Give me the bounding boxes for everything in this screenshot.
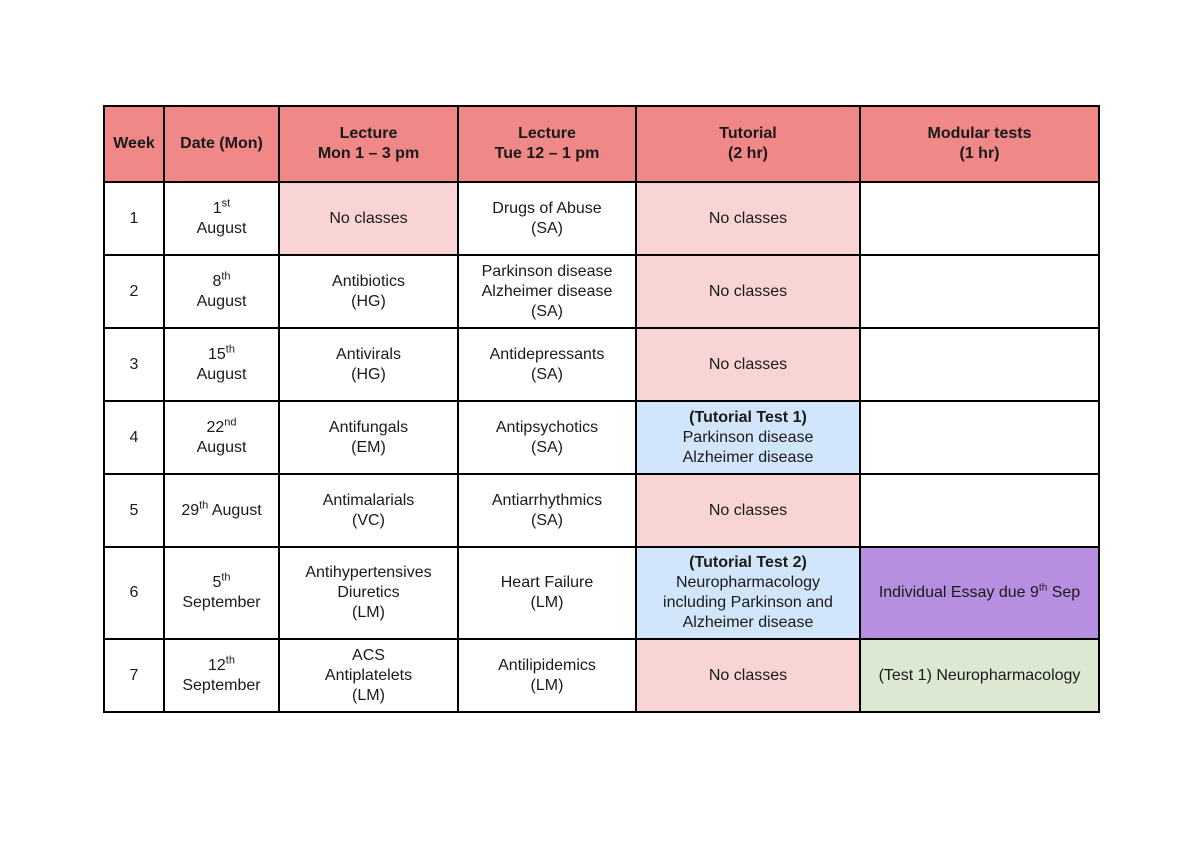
week-cell: 1 (104, 182, 164, 255)
date-suffix: th (221, 571, 231, 584)
mon-lecture-cell (279, 474, 458, 547)
week-cell: 7 (104, 639, 164, 712)
tutorial-test-title: (Tutorial Test 2) (689, 554, 807, 571)
date-cell (164, 639, 279, 712)
date-month: September (182, 594, 261, 611)
table-row (104, 474, 1099, 547)
tue-lecture-lecturer: (LM) (530, 594, 564, 611)
tutorial-cell: No classes (636, 639, 860, 712)
date-cell (164, 401, 279, 474)
essay-due-suffix: th (1038, 582, 1048, 594)
date-suffix: th (221, 270, 231, 283)
week-cell: 2 (104, 255, 164, 328)
tutorial-cell: No classes (636, 474, 860, 547)
tue-lecture-lecturer: (SA) (531, 219, 563, 237)
mon-lecture-cell (279, 639, 458, 712)
tutorial-topic-3: Alzheimer disease (682, 614, 814, 631)
table-row (104, 639, 1099, 712)
tutorial-topic-2: including Parkinson and (663, 594, 833, 611)
modular-cell (860, 328, 1099, 401)
header-tutorial-duration: (2 hr) (728, 145, 768, 162)
date-number: 5 (212, 574, 222, 591)
header-modular (860, 106, 1099, 182)
tue-lecture-lecturer: (SA) (531, 438, 563, 456)
tue-lecture-topic: Drugs of Abuse (492, 199, 602, 217)
tue-lecture-lecturer: (LM) (530, 676, 564, 694)
header-lecture-tue-title: Lecture (518, 125, 576, 142)
mon-lecture-cell (279, 401, 458, 474)
date-cell (164, 474, 279, 547)
modular-cell (860, 401, 1099, 474)
mon-lecture-topic: Antihypertensives (305, 564, 432, 581)
header-modular-title: Modular tests (927, 125, 1032, 142)
tue-lecture-cell (458, 182, 636, 255)
date-number: 22 (206, 418, 225, 436)
date-cell (164, 182, 279, 255)
mon-lecture-topic: Antimalarials (322, 491, 415, 509)
date-month: August (211, 501, 262, 519)
tutorial-topic-2: Alzheimer disease (682, 448, 814, 466)
mon-lecture-lecturer: (LM) (352, 604, 385, 621)
date-suffix: st (221, 197, 231, 210)
mon-lecture-topic: Antibiotics (332, 272, 405, 290)
tutorial-cell (636, 401, 860, 474)
tue-lecture-cell (458, 328, 636, 401)
mon-lecture-lecturer: (HG) (351, 292, 386, 310)
tue-lecture-lecturer: (SA) (531, 511, 563, 529)
date-number: 15 (208, 345, 226, 363)
tutorial-cell (636, 547, 860, 639)
date-month: August (196, 292, 247, 310)
tutorial-cell: No classes (636, 255, 860, 328)
table-row (104, 401, 1099, 474)
table-row (104, 182, 1099, 255)
header-modular-duration: (1 hr) (959, 145, 1000, 162)
date-month: September (182, 676, 261, 694)
tue-lecture-topic: Antilipidemics (498, 656, 596, 674)
date-month: August (196, 365, 247, 383)
tue-lecture-topic-2: Alzheimer disease (481, 282, 613, 300)
mon-lecture-lecturer: (LM) (352, 686, 385, 704)
modular-cell (860, 182, 1099, 255)
date-number: 1 (212, 199, 222, 217)
date-month: August (196, 219, 247, 237)
header-row (104, 106, 1099, 182)
date-number: 12 (208, 656, 226, 674)
header-tutorial (636, 106, 860, 182)
header-tutorial-title: Tutorial (719, 125, 777, 142)
header-week: Week (104, 106, 164, 182)
table-row (104, 255, 1099, 328)
date-suffix: th (225, 654, 235, 667)
schedule-table (103, 105, 1100, 713)
header-lecture-tue (458, 106, 636, 182)
mon-lecture-cell (279, 255, 458, 328)
tutorial-topic: Parkinson disease (682, 428, 814, 446)
week-cell: 3 (104, 328, 164, 401)
mon-lecture-topic: ACS (352, 646, 385, 664)
modular-cell (860, 547, 1099, 639)
mon-lecture-cell (279, 547, 458, 639)
modular-cell: (Test 1) Neuropharmacology (860, 639, 1099, 712)
week-cell: 5 (104, 474, 164, 547)
tue-lecture-cell (458, 474, 636, 547)
date-suffix: nd (224, 416, 237, 429)
tutorial-cell: No classes (636, 182, 860, 255)
mon-lecture-topic-2: Diuretics (337, 584, 400, 601)
modular-cell (860, 255, 1099, 328)
tue-lecture-topic: Antidepressants (489, 345, 605, 363)
table-row (104, 547, 1099, 639)
tutorial-cell: No classes (636, 328, 860, 401)
mon-lecture-lecturer: (HG) (351, 365, 386, 383)
tue-lecture-topic: Antiarrhythmics (491, 491, 603, 509)
date-suffix: th (225, 343, 235, 356)
mon-lecture-topic: Antivirals (336, 345, 401, 363)
table-row (104, 328, 1099, 401)
mon-lecture-topic-2: Antiplatelets (324, 666, 413, 684)
week-cell: 6 (104, 547, 164, 639)
mon-lecture-lecturer: (VC) (352, 511, 385, 529)
date-cell (164, 255, 279, 328)
date-month: August (196, 438, 247, 456)
tutorial-topic: Neuropharmacology (675, 574, 821, 591)
tue-lecture-topic: Heart Failure (500, 574, 594, 591)
tue-lecture-topic: Parkinson disease (481, 262, 613, 280)
tue-lecture-cell (458, 401, 636, 474)
date-number: 8 (212, 272, 222, 290)
mon-lecture-lecturer: (EM) (351, 438, 386, 456)
header-lecture-mon-time: Mon 1 – 3 pm (317, 145, 420, 162)
date-cell (164, 328, 279, 401)
essay-due-month: Sep (1047, 584, 1081, 601)
tue-lecture-lecturer: (SA) (531, 365, 563, 383)
mon-lecture-cell (279, 328, 458, 401)
date-number: 29 (181, 501, 200, 519)
tue-lecture-cell (458, 547, 636, 639)
header-lecture-tue-time: Tue 12 – 1 pm (494, 145, 600, 162)
tue-lecture-cell (458, 639, 636, 712)
header-lecture-mon (279, 106, 458, 182)
mon-lecture-cell: No classes (279, 182, 458, 255)
date-cell (164, 547, 279, 639)
header-date: Date (Mon) (164, 106, 279, 182)
week-cell: 4 (104, 401, 164, 474)
tue-lecture-topic: Antipsychotics (495, 418, 599, 436)
header-lecture-mon-title: Lecture (339, 125, 398, 142)
essay-due-text: Individual Essay due 9 (878, 584, 1039, 601)
date-suffix: th (199, 499, 209, 512)
tutorial-test-title: (Tutorial Test 1) (689, 408, 807, 426)
modular-cell (860, 474, 1099, 547)
tue-lecture-cell (458, 255, 636, 328)
tue-lecture-lecturer: (SA) (531, 302, 563, 320)
mon-lecture-topic: Antifungals (328, 418, 409, 436)
